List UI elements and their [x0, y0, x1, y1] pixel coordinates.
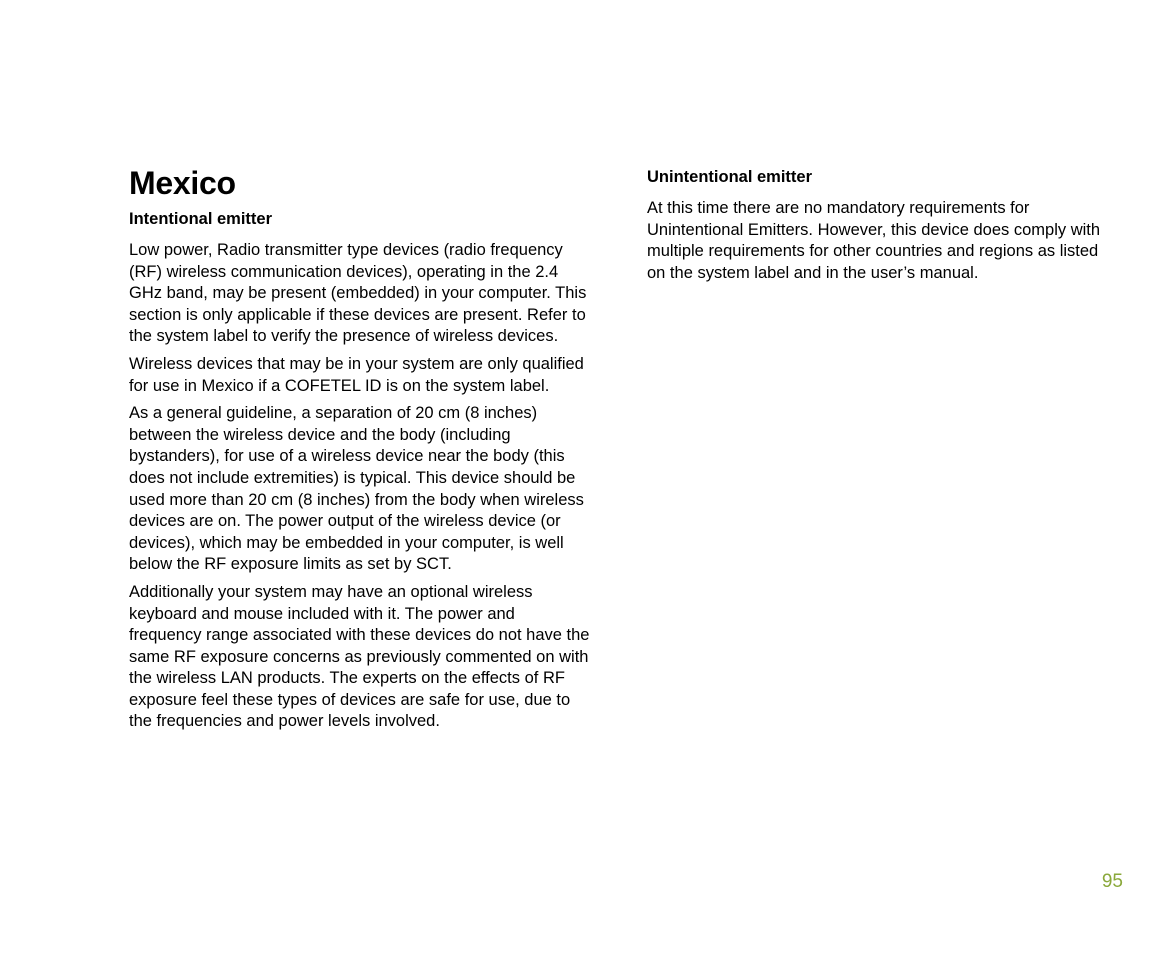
unintentional-emitter-heading: Unintentional emitter — [647, 168, 813, 186]
intentional-emitter-heading: Intentional emitter — [129, 210, 273, 228]
page-number: 95 — [1101, 871, 1123, 892]
paragraph: At this time there are no mandatory requirements for Unintentional Emitters. However, this device does comply with multiple requirements for other countries and regions as listed on the system label and in the user’s manual. — [647, 199, 1101, 282]
paragraph: As a general guideline, a separation of 20 cm (8 inches) between the wireless device and the body (including bystanders), for use of a wireless device near the body (this does not include extremities) is typical. This device should be used more than 20 cm (8 inches) from the body when wireless devices are on. The power output of the wireless device (or devices), which may be embedded in your computer, is well below the RF exposure limits as set by SCT. — [129, 404, 584, 574]
section-title: Mexico — [129, 165, 236, 201]
right-column — [647, 166, 1117, 284]
paragraph: Wireless devices that may be in your system are only qualified for use in Mexico if a COFETEL ID is on the system label. — [129, 354, 584, 395]
left-column — [129, 163, 591, 733]
paragraph: Low power, Radio transmitter type devices (radio frequency (RF) wireless communication devices), operating in the 2.4 GHz band, may be present (embedded) in your computer. This section is only applicable if these devices are present. Refer to the system label to verify the presence of wireless devices. — [129, 241, 587, 346]
paragraph: Additionally your system may have an optional wireless keyboard and mouse included with it. The power and frequency range associated with these devices do not have the same RF exposure concerns as previously commented on with the wireless LAN products. The experts on the effects of RF exposure feel these types of devices are safe for use, due to the frequencies and power levels involved. — [129, 582, 590, 731]
